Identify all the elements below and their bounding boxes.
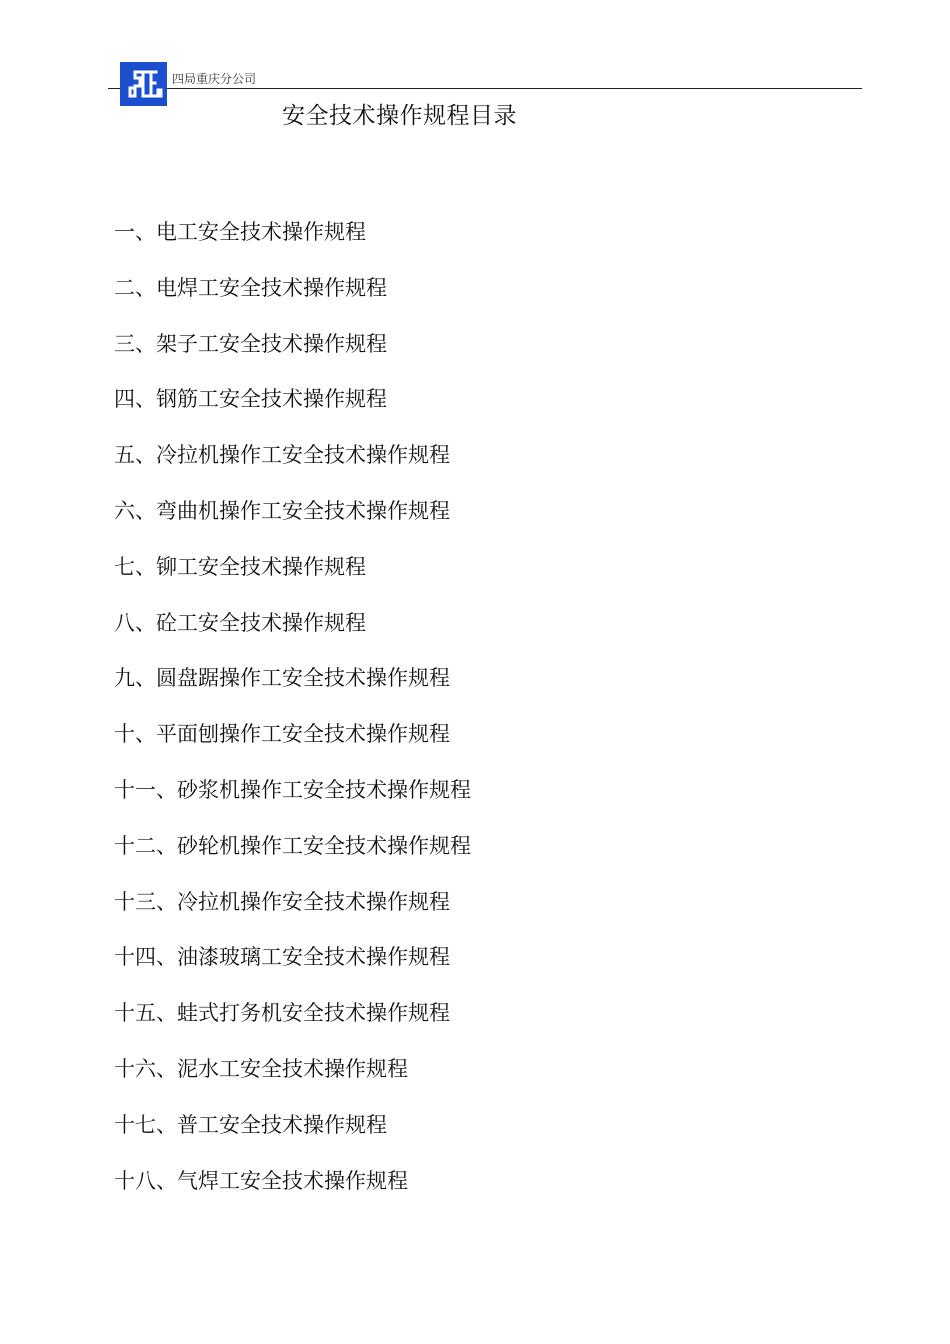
toc-item: 十四、油漆玻璃工安全技术操作规程 <box>114 945 450 970</box>
toc-item: 九、圆盘踞操作工安全技术操作规程 <box>114 666 450 691</box>
toc-item: 一、电工安全技术操作规程 <box>114 220 366 244</box>
toc-item: 十一、砂浆机操作工安全技术操作规程 <box>114 777 471 802</box>
toc-item: 十七、普工安全技术操作规程 <box>114 1112 387 1137</box>
toc-item: 十三、冷拉机操作安全技术操作规程 <box>114 889 450 914</box>
toc-item: 十八、气焊工安全技术操作规程 <box>114 1168 408 1193</box>
toc-item: 六、弯曲机操作工安全技术操作规程 <box>114 498 450 523</box>
toc-item: 十、平面刨操作工安全技术操作规程 <box>114 722 450 747</box>
toc-item: 八、砼工安全技术操作规程 <box>114 610 366 635</box>
toc-item: 十六、泥水工安全技术操作规程 <box>114 1056 408 1081</box>
toc-item: 七、铆工安全技术操作规程 <box>114 554 366 579</box>
toc-item: 十二、砂轮机操作工安全技术操作规程 <box>114 833 471 858</box>
header-rule <box>108 88 862 89</box>
table-of-contents <box>114 216 471 1220</box>
company-name: 四局重庆分公司 <box>172 72 257 86</box>
toc-item: 四、钢筋工安全技术操作规程 <box>114 387 387 412</box>
toc-item: 三、架子工安全技术操作规程 <box>114 331 387 356</box>
toc-item: 五、冷拉机操作工安全技术操作规程 <box>114 443 450 468</box>
document-title: 安全技术操作规程目录 <box>282 103 517 129</box>
toc-item: 十五、蛙式打务机安全技术操作规程 <box>114 1001 450 1026</box>
toc-item: 二、电焊工安全技术操作规程 <box>114 275 387 300</box>
cscec-logo-icon <box>120 62 167 106</box>
